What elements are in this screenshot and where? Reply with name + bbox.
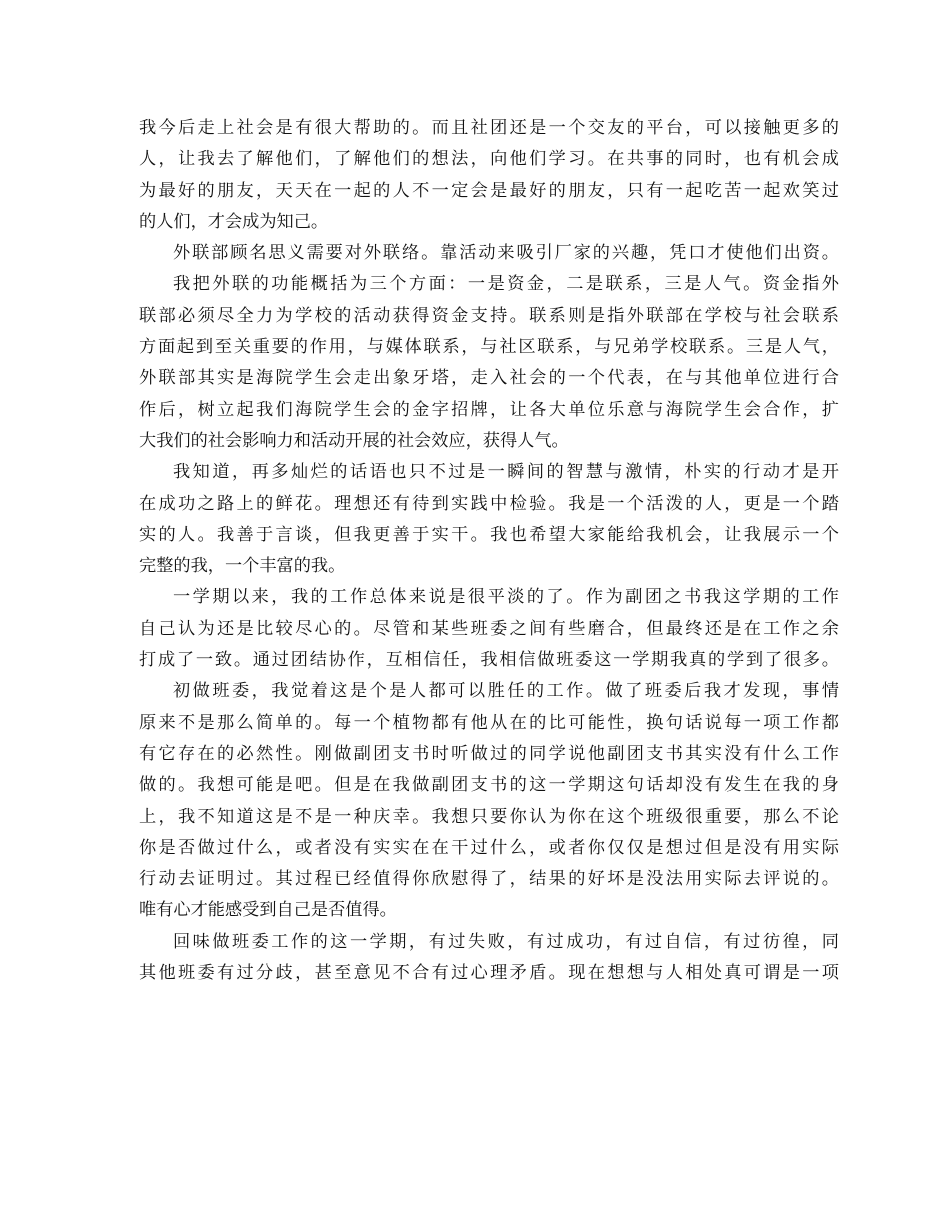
- paragraph-first-line: 初做班委，我觉着这是个是人都可以胜任的工作。做了班委后我才发现，事情: [173, 681, 839, 702]
- text-line: 作后，树立起我们海院学生会的金字招牌，让各大单位乐意与海院学生会合作，扩: [139, 399, 839, 420]
- paragraph-first-line: 一学期以来，我的工作总体来说是很平淡的了。作为副团之书我这学期的工作: [173, 587, 839, 608]
- text-line: 实的人。我善于言谈，但我更善于实干。我也希望大家能给我机会，让我展示一个: [139, 524, 839, 545]
- paragraph-first-line: 回味做班委工作的这一学期，有过失败，有过成功，有过自信，有过彷徨，同: [173, 931, 839, 952]
- text-line: 做的。我想可能是吧。但是在我做副团支书的这一学期这句话却没有发生在我的身: [139, 775, 839, 796]
- text-line: 原来不是那么简单的。每一个植物都有他从在的比可能性，换句话说每一项工作都: [139, 712, 839, 733]
- text-line: 在成功之路上的鲜花。理想还有待到实践中检验。我是一个活泼的人，更是一个踏: [139, 493, 839, 514]
- text-line: 上，我不知道这是不是一种庆幸。我想只要你认为你在这个班级很重要，那么不论: [139, 806, 839, 827]
- paragraph-first-line: 我把外联的功能概括为三个方面：一是资金，二是联系，三是人气。资金指外: [173, 274, 839, 295]
- text-line: 我今后走上社会是有很大帮助的。而且社团还是一个交友的平台，可以接触更多的: [139, 118, 839, 138]
- text-line: 有它存在的必然性。刚做副团支书时听做过的同学说他副团支书其实没有什么工作: [139, 743, 839, 764]
- paragraph-first-line: 我知道，再多灿烂的话语也只不过是一瞬间的智慧与激情，朴实的行动才是开: [173, 462, 839, 483]
- text-line: 外联部其实是海院学生会走出象牙塔，走入社会的一个代表，在与其他单位进行合: [139, 368, 839, 389]
- text-line: 人，让我去了解他们，了解他们的想法，向他们学习。在共事的同时，也有机会成: [139, 149, 839, 170]
- paragraph-first-line: 外联部顾名思义需要对外联络。靠活动来吸引厂家的兴趣，凭口才使他们出资。: [173, 243, 839, 264]
- document-body: [139, 113, 839, 989]
- text-line: 唯有心才能感受到自己是否值得。: [139, 900, 397, 921]
- text-line: 打成了一致。通过团结协作，互相信任，我相信做班委这一学期我真的学到了很多。: [139, 650, 839, 671]
- text-line: 的人们，才会成为知己。: [139, 211, 329, 232]
- text-line: 你是否做过什么，或者没有实实在在干过什么，或者你仅仅是想过但是没有用实际: [139, 837, 839, 858]
- text-line: 联部必须尽全力为学校的活动获得资金支持。联系则是指外联部在学校与社会联系: [139, 305, 839, 326]
- text-line: 大我们的社会影响力和活动开展的社会效应，获得人气。: [139, 430, 569, 451]
- text-line: 自己认为还是比较尽心的。尽管和某些班委之间有些磨合，但最终还是在工作之余: [139, 618, 839, 639]
- text-line: 为最好的朋友，天天在一起的人不一定会是最好的朋友，只有一起吃苦一起欢笑过: [139, 180, 839, 201]
- text-line: 其他班委有过分歧，甚至意见不合有过心理矛盾。现在想想与人相处真可谓是一项: [139, 963, 839, 984]
- text-line: 方面起到至关重要的作用，与媒体联系，与社区联系，与兄弟学校联系。三是人气，: [139, 337, 839, 358]
- text-line: 完整的我，一个丰富的我。: [139, 556, 346, 577]
- text-line: 行动去证明过。其过程已经值得你欣慰得了，结果的好坏是没法用实际去评说的。: [139, 869, 839, 890]
